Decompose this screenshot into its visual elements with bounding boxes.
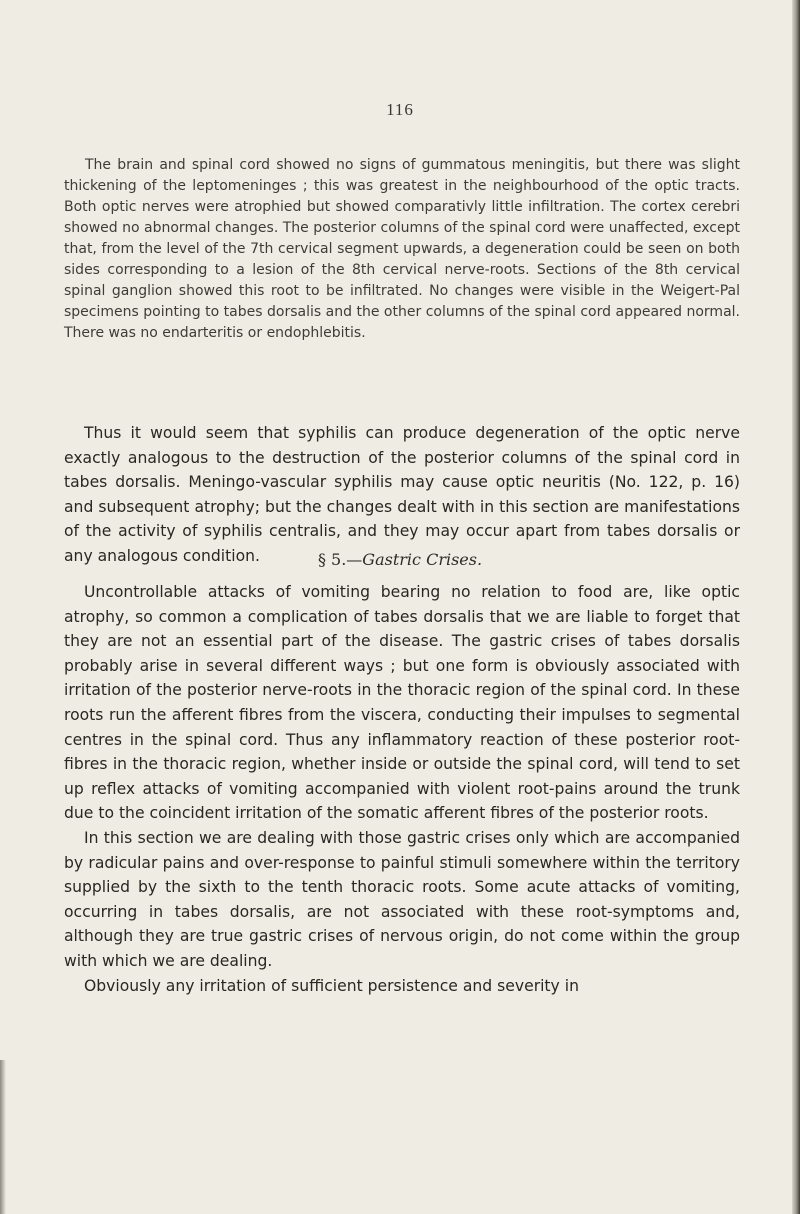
section-number: § 5.— — [317, 550, 363, 569]
case-report-paragraph: The brain and spinal cord showed no signs of gummatous meningitis, but there was slight thickening of the leptomeninges ; this was greatest in the neighbourhood of the optic tracts. Both optic nerves were atrophied but showed comparativly little infiltration. The cortex cerebri showed no abnormal changes. The posterior columns of the spinal cord were unaffected, except that, from the level of the 7th cervical segment upwards, a degeneration could be seen on both sides corresponding to a lesion of the 8th cervical nerve-roots. Sections of the 8th cervical spinal ganglion showed this root to be infiltrated. No changes were visible in the Weigert-Pal specimens pointing to tabes dorsalis and the other columns of the spinal cord appeared normal. There was no endarteritis or endophlebitis. — [64, 157, 740, 341]
page-number: 116 — [386, 100, 414, 119]
page-right-edge-shadow — [792, 0, 800, 1214]
section-heading — [0, 550, 800, 569]
page-left-edge-shadow — [0, 1060, 6, 1214]
section-title: Gastric Crises. — [362, 550, 483, 569]
body-paragraph-2: In this section we are dealing with those gastric crises only which are accompanied by radicular pains and over-response to painful stimuli somewhere within the territory supplied by the sixth to the tenth thoracic roots. Some acute attacks of vomiting, occurring in tabes dorsalis, are not associated with these root-symptoms and, although they are true gastric crises of nervous origin, do not come within the group with which we are dealing. — [64, 828, 740, 970]
case-report-paragraph-block — [64, 155, 740, 344]
conclusion-paragraph: Thus it would seem that syphilis can produce degeneration of the optic nerve exactly analogous to the destruction of the posterior columns of the spinal cord in tabes dorsalis. Meningo-vascular syphilis may cause optic neuritis (No. 122, p. 16) and subsequent atrophy; but the changes dealt with in this section are manifestations of the activity of syphilis centralis, and they may occur apart from tabes dorsalis or any analogous condition. — [64, 424, 740, 565]
section-body — [64, 580, 740, 998]
body-paragraph-3: Obviously any irritation of sufficient persistence and severity in — [84, 976, 579, 995]
body-paragraph-1: Uncontrollable attacks of vomiting bearing no relation to food are, like optic atrophy, so common a complication of tabes dorsalis that we are liable to forget that they are not an essential part of the disease. The gastric crises of tabes dorsalis probably arise in several different ways ; but one form is obviously associated with irritation of the posterior nerve-roots in the thoracic region of the spinal cord. In these roots run the afferent fibres from the viscera, conducting their impulses to segmental centres in the spinal cord. Thus any inflammatory reaction of these posterior root-fibres in the thoracic region, whether inside or outside the spinal cord, will tend to set up reflex attacks of vomiting accompanied with violent root-pains around the trunk due to the coincident irritation of the somatic afferent fibres of the posterior roots. — [64, 583, 740, 823]
conclusion-paragraph-block — [64, 421, 740, 569]
